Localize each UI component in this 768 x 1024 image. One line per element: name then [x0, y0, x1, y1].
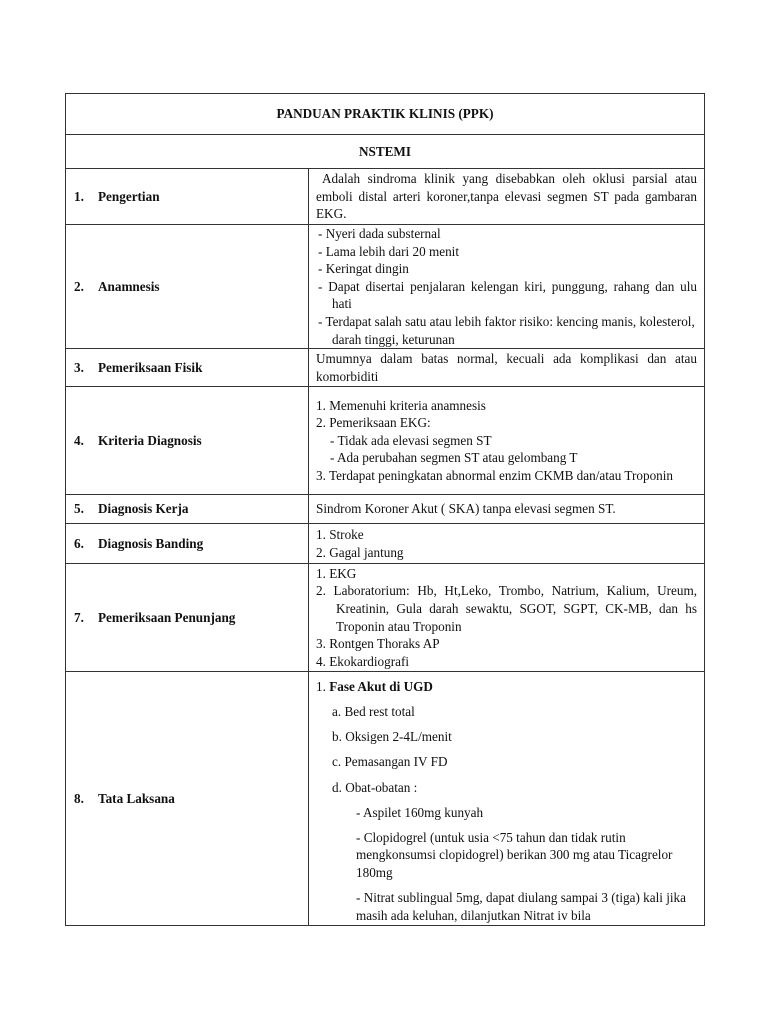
list-item: - Keringat dingin	[318, 261, 409, 277]
list-item: - Ada perubahan segmen ST atau gelombang T	[330, 450, 578, 466]
value-pemeriksaan-penunjang	[309, 564, 705, 672]
value-diagnosis-banding	[309, 524, 705, 564]
drug-item: - Aspilet 160mg kunyah	[356, 804, 484, 820]
label-tata-laksana: 8. Tata Laksana	[66, 672, 309, 926]
phase-heading: 1. Fase Akut di UGD	[316, 679, 433, 695]
value-tata-laksana	[309, 672, 705, 926]
list-item: 1. Memenuhi kriteria anamnesis	[316, 397, 486, 413]
list-item: - Dapat disertai penjalaran kelengan kiri, punggung, rahang dan ulu hati	[318, 278, 697, 312]
list-item: c. Pemasangan IV FD	[332, 754, 448, 770]
row-pemeriksaan-fisik	[66, 349, 705, 387]
list-item: - Lama lebih dari 20 menit	[318, 243, 459, 259]
list-item: 2. Pemeriksaan EKG:	[316, 415, 431, 431]
label-pengertian: 1. Pengertian	[66, 169, 309, 225]
value-diagnosis-kerja: Sindrom Koroner Akut ( SKA) tanpa elevasi segmen ST.	[309, 495, 705, 524]
list-item: 4. Ekokardiografi	[316, 653, 410, 669]
list-item: - Nyeri dada substernal	[318, 226, 441, 241]
label-pemeriksaan-penunjang: 7. Pemeriksaan Penunjang	[66, 564, 309, 672]
list-item: a. Bed rest total	[332, 704, 415, 720]
list-item: 2. Laboratorium: Hb, Ht,Leko, Trombo, Natrium, Kalium, Ureum, Kreatinin, Gula darah sewaktu, SGOT, SGPT, CK-MB, dan hs Troponin atau Troponin	[316, 583, 697, 634]
list-item: 3. Terdapat peningkatan abnormal enzim CKMB dan/atau Troponin	[316, 468, 674, 484]
list-item: - Tidak ada elevasi segmen ST	[330, 432, 492, 448]
label-pemeriksaan-fisik: 3. Pemeriksaan Fisik	[66, 349, 309, 387]
label-diagnosis-banding: 6. Diagnosis Banding	[66, 524, 309, 564]
label-kriteria-diagnosis: 4. Kriteria Diagnosis	[66, 387, 309, 495]
label-diagnosis-kerja: 5. Diagnosis Kerja	[66, 495, 309, 524]
drug-item: - Nitrat sublingual 5mg, dapat diulang sampai 3 (tiga) kali jika masih ada keluhan, dilanjutkan Nitrat iv bila	[356, 890, 686, 923]
row-pengertian	[66, 169, 705, 225]
document-subtitle: NSTEMI	[66, 135, 705, 169]
drug-item: - Clopidogrel (untuk usia <75 tahun dan tidak rutin mengkonsumsi clopidogrel) berikan 300 mg atau Ticagrelor 180mg	[356, 829, 673, 880]
list-item: b. Oksigen 2-4L/menit	[332, 729, 452, 745]
row-tata-laksana	[66, 672, 705, 926]
row-diagnosis-banding	[66, 524, 705, 564]
ppk-table	[65, 93, 705, 926]
list-item: 1. Stroke	[316, 527, 364, 543]
document-title: PANDUAN PRAKTIK KLINIS (PPK)	[66, 94, 705, 135]
value-kriteria-diagnosis	[309, 387, 705, 495]
list-item: d. Obat-obatan :	[332, 779, 418, 795]
title-row	[66, 94, 705, 135]
row-anamnesis	[66, 225, 705, 349]
label-anamnesis: 2. Anamnesis	[66, 225, 309, 349]
subtitle-row	[66, 135, 705, 169]
row-diagnosis-kerja	[66, 495, 705, 524]
list-item: - Terdapat salah satu atau lebih faktor risiko: kencing manis, kolesterol, darah tinggi, keturunan	[318, 313, 695, 347]
list-item: 3. Rontgen Thoraks AP	[316, 636, 440, 652]
list-item: 1. EKG	[316, 565, 357, 581]
row-pemeriksaan-penunjang	[66, 564, 705, 672]
value-anamnesis	[309, 225, 705, 349]
value-pemeriksaan-fisik: Umumnya dalam batas normal, kecuali ada komplikasi dan atau komorbiditi	[309, 349, 705, 387]
value-pengertian: Adalah sindroma klinik yang disebabkan oleh oklusi parsial atau emboli distal arteri koroner,tanpa elevasi segmen ST pada gambaran EKG.	[309, 169, 705, 225]
row-kriteria-diagnosis	[66, 387, 705, 495]
list-item: 2. Gagal jantung	[316, 544, 404, 560]
